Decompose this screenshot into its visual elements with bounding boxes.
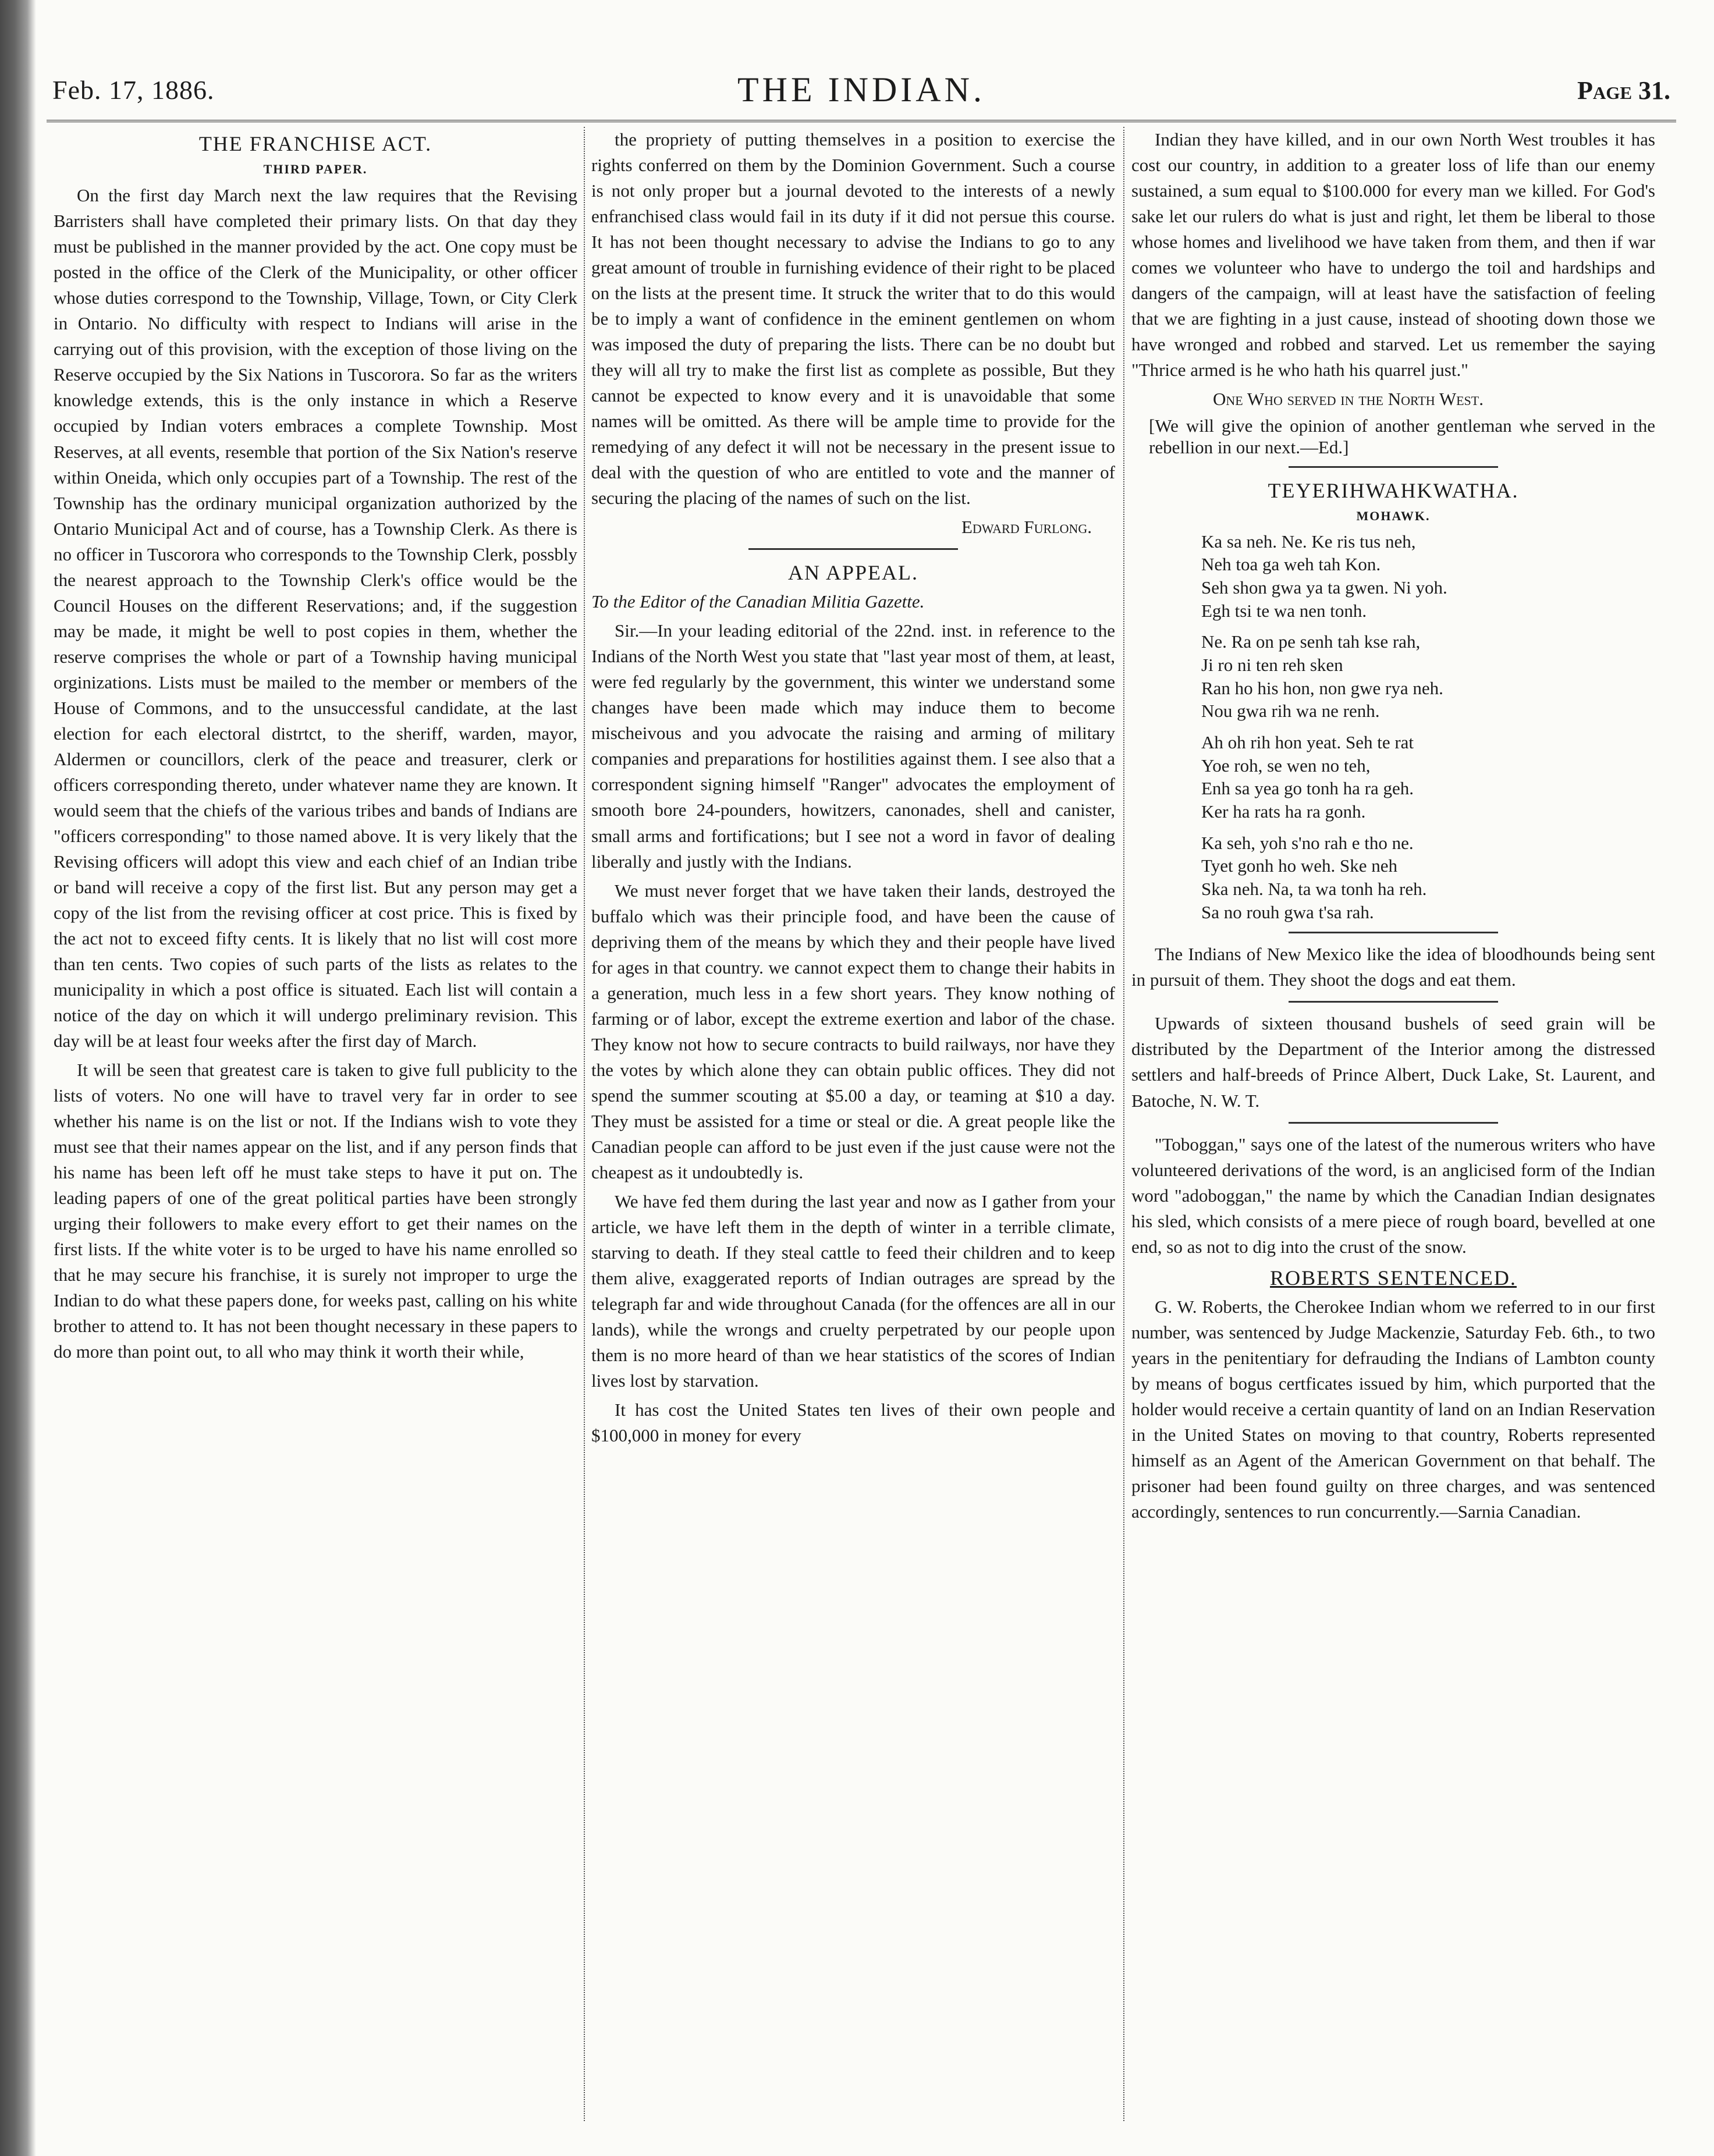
article-paragraph: the propriety of putting themselves in a position to exercise the rights conferred on them by the Dominion Government. Such a course is not only proper but a journal devoted to the interests of a newly enfranchised class would fail in its duty if it did not persue this course. It has not been thought necessary to advise the Indians to go to any great amount of trouble in furnishing evidence of their right to be placed on the lists at the present time. It struck the writer that to do this would be to imply a want of confidence in the eminent gentlemen on whom was imposed the duty of preparing the lists. There can be no doubt but they will all try to make the first list as complete as possible, But they cannot be expected to know every and it is unavoidable that some names will be omitted. As there will be ample time to provide for the remedying of any defect it will not be necessary in the present issue to deal with the question of who are entitled to vote and the manner of securing the placing of the names of such on the list. xyxy=(591,129,1115,509)
author-signature: Edward Furlong. xyxy=(961,517,1092,538)
article-subheading: THIRD PAPER. xyxy=(263,162,368,177)
poem-line: Egh tsi te wa nen tonh. xyxy=(1201,600,1367,621)
poem-line: Ska neh. Na, ta wa tonh ha reh. xyxy=(1201,879,1427,900)
poem-line: Ka seh, yoh s'no rah e tho ne. xyxy=(1201,832,1414,853)
column-1 xyxy=(54,127,577,2121)
poem-line: Neh toa ga weh tah Kon. xyxy=(1201,554,1381,575)
article-heading-roberts-sentenced: ROBERTS SENTENCED. xyxy=(1270,1266,1517,1290)
column-divider xyxy=(1123,127,1124,2121)
author-signature: One Who served in the North West. xyxy=(1213,389,1484,410)
article-paragraph: Sir.—In your leading editorial of the 22nd. inst. in reference to the Indians of the North West you state that "last year most of them, at least, were fed regularly by the government, this winter we understand some changes have been made which may induce them to become mischeivous and you advocate the raising and arming of military companies and preparations for hostilities against them. I see also that a correspondent signing himself "Ranger" advocates the employment of smooth bore 24-pounders, howitzers, canonades, shell and canister, small arms and fortifications; but I see not a word in favor of dealing liberally and justly with the Indians. xyxy=(591,620,1115,872)
article-paragraph: Indian they have killed, and in our own North West troubles it has cost our country, in addition to a greater loss of life than our enemy sustained, a sum equal to $100.000 for every man we killed. For God's sake let our rulers do what is just and right, let them be liberal to those whose homes and livelihood we have taken from them, and then if war comes we volunteer who have to undergo the toil and hardships and dangers of the campaign, will at least have the satisfaction of feeling that we are fighting in a just cause, instead of shooting down those we have wronged and robbed and starved. Let us remember the saying "Thrice armed is he who hath his quarrel just." xyxy=(1131,129,1655,381)
section-rule xyxy=(1289,1001,1498,1003)
section-rule xyxy=(1289,466,1498,468)
poem-line: Ne. Ra on pe senh tah kse rah, xyxy=(1201,631,1421,652)
article-paragraph: On the first day March next the law requires that the Revising Barristers shall have completed their primary lists. On that day they must be published in the manner provided by the act. One copy must be posted in the office of the Clerk of the Municipality, or other officer whose duties correspond to the Township, Village, Town, or City Clerk in Ontario. No difficulty with respect to Indians will arise in the carrying out of this provision, with the exception of those living on the Reserve occupied by the Six Nations in Tuscorora. So far as the writers knowledge extends, this is the only instance in which a Reserve occupied by Indian voters embraces a complete Township. Most Reserves, at all events, resemble that portion of the Six Nation's reserve within Oneida, which only occupies part of a Township. The rest of the Township has the ordinary municipal organization authorized by the Ontario Municipal Act and of course, has a Township Clerk. As there is no officer in Tuscorora who corresponds to the Township Clerk, possbly the nearest approach to the Township Clerk's office would be the Council Houses on the different Reservations; and, if the suggestion may be made, it might be well to post copies in them, whether the reserve comprises the whole or part of a Township having municipal orginizations. Lists must be mailed to the member or members of the House of Commons, and to the unsuccessful candidate, at the last election for each electoral distrtct, to the sheriff, warden, mayor, Aldermen or councillors, clerk of the peace and treasurer, clerk or officers corresponding thereto, under whatever name they are known. It would seem that the chiefs of the various tribes and bands of Indians are "officers corresponding" to those named above. It is very likely that the Revising officers will adopt this view and each chief of an Indian tribe or band will receive a copy of the first list. But any person may get a copy of the list from the revising officer at cost price. This is fixed by the act not to exceed fifty cents. It is likely that no list will cost more than ten cents. Two copies of such parts of the lists as relates to the municipality in which a post office is situated. Each list will contain a notice of the day on which it will undergo preliminary revision. This day will be at least four weeks after the first day of March. xyxy=(54,185,577,1051)
article-heading-franchise-act: THE FRANCHISE ACT. xyxy=(198,132,432,155)
poem-line: Yoe roh, se wen no teh, xyxy=(1201,755,1371,776)
poem-language: MOHAWK. xyxy=(1356,509,1431,524)
binding-edge xyxy=(0,0,36,2156)
column-2 xyxy=(591,127,1115,2121)
poem-stanza xyxy=(1201,731,1655,823)
article-heading-an-appeal: AN APPEAL. xyxy=(787,561,919,585)
poem-line: Sa no rouh gwa t'sa rah. xyxy=(1201,901,1374,922)
article-paragraph: It will be seen that greatest care is taken to give full publicity to the lists of voters. No one will have to travel very far in order to see whether his name is on the list or not. If the Indians wish to vote they must see that their names appear on the list, and if any person finds that his name has been left off he must take steps to have it put on. The leading papers of one of the great political parties have been strongly urging their followers to make every effort to get their names on the first lists. If the white voter is to be urged to have his name enrolled so that he may secure his franchise, it is surely not improper to urge the Indian to do what these papers done, for weeks past, calling on his white brother to attend to. It has not been thought necessary in these papers to do more than point out, to all who may think it worth their while, xyxy=(54,1059,577,1362)
section-rule xyxy=(1289,932,1498,933)
poem-stanza xyxy=(1201,530,1655,623)
news-item: "Toboggan," says one of the latest of the numerous writers who have volunteered derivations of the word, is an anglicised form of the Indian word "adoboggan," the name by which the Canadian Indian designates his sled, which consists of a mere piece of rough board, bevelled at one end, so as not to dig into the crust of the snow. xyxy=(1131,1134,1655,1257)
issue-date: Feb. 17, 1886. xyxy=(52,75,215,105)
poem-line: Ker ha rats ha ra gonh. xyxy=(1201,801,1366,822)
poem-stanza xyxy=(1201,832,1655,924)
editor-note: [We will give the opinion of another gentleman whe served in the rebellion in our next.—Ed.] xyxy=(1149,415,1655,457)
article-paragraph: It has cost the United States ten lives of their own people and $100,000 in money for every xyxy=(591,1399,1115,1445)
poem-line: Ji ro ni ten reh sken xyxy=(1201,655,1343,676)
page-number: Page 31. xyxy=(1577,76,1670,105)
newspaper-title: THE INDIAN. xyxy=(737,70,985,109)
poem-line: Ran ho his hon, non gwe rya neh. xyxy=(1201,677,1443,698)
article-paragraph: We have fed them during the last year and now as I gather from your article, we have left them in the depth of winter in a terrible climate, starving to death. If they steal cattle to feed their children and to keep them alive, exaggerated reports of Indian outrages are spread by the telegraph far and wide throughout Canada (for the offences are all in our lands), while the wrongs and cruelty perpetrated by our people upon them is no more heard of than we hear statistics of the scores of Indian lives lost by starvation. xyxy=(591,1191,1115,1391)
poem-line: Ah oh rih hon yeat. Seh te rat xyxy=(1201,732,1414,753)
masthead xyxy=(52,69,1670,121)
poem-line: Nou gwa rih wa ne renh. xyxy=(1201,701,1380,722)
poem-line: Tyet gonh ho weh. Ske neh xyxy=(1201,855,1398,876)
column-divider xyxy=(584,127,585,2121)
poem-stanza xyxy=(1201,630,1655,723)
poem-line: Seh shon gwa ya ta gwen. Ni yoh. xyxy=(1201,577,1447,598)
section-rule xyxy=(748,548,958,550)
poem-line: Ka sa neh. Ne. Ke ris tus neh, xyxy=(1201,531,1416,552)
article-paragraph: We must never forget that we have taken their lands, destroyed the buffalo which was their principle food, and have been the cause of depriving them of the means by which they and their people have lived for ages in that country. we cannot expect them to change their habits in a generation, much less in a few short years. They know nothing of farming or of labor, except the extreme exertion and labor of the chase. They know not how to secure contracts to build railways, nor have they the votes by which alone they can obtain public offices. They did not spend the summer scouting at $5.00 a day, or teaming at $10 a day. They must be assisted for a time or steal or die. A great people like the Canadian people can afford to be just even if the just cause were not the cheapest as it undoubtedly is. xyxy=(591,880,1115,1182)
section-rule xyxy=(1289,1122,1498,1124)
poem-line: Enh sa yea go tonh ha ra geh. xyxy=(1201,778,1414,799)
poem-heading: TEYERIHWAHKWATHA. xyxy=(1268,479,1519,503)
letter-salutation: To the Editor of the Canadian Militia Gazette. xyxy=(591,591,925,612)
column-3 xyxy=(1131,127,1655,2121)
masthead-rule xyxy=(47,120,1676,122)
news-item: G. W. Roberts, the Cherokee Indian whom we referred to in our first number, was sentenced by Judge Mackenzie, Saturday Feb. 6th., to two years in the penitentiary for defrauding the Indians of Lambton county by means of bogus certficates issued by him, which purported that the holder would receive a certain quantity of land on an Indian Reservation in the United States on moving to that country, Roberts represented himself as an Agent of the American Government on that behalf. The prisoner had been found guilty on three charges, and was sentenced accordingly, sentences to run concurrently.—Sarnia Canadian. xyxy=(1131,1296,1655,1522)
news-item: Upwards of sixteen thousand bushels of seed grain will be distributed by the Department of the Interior among the distressed settlers and half-breeds of Prince Albert, Duck Lake, St. Laurent, and Batoche, N. W. T. xyxy=(1131,1013,1655,1111)
news-item: The Indians of New Mexico like the idea of bloodhounds being sent in pursuit of them. They shoot the dogs and eat them. xyxy=(1131,944,1655,990)
